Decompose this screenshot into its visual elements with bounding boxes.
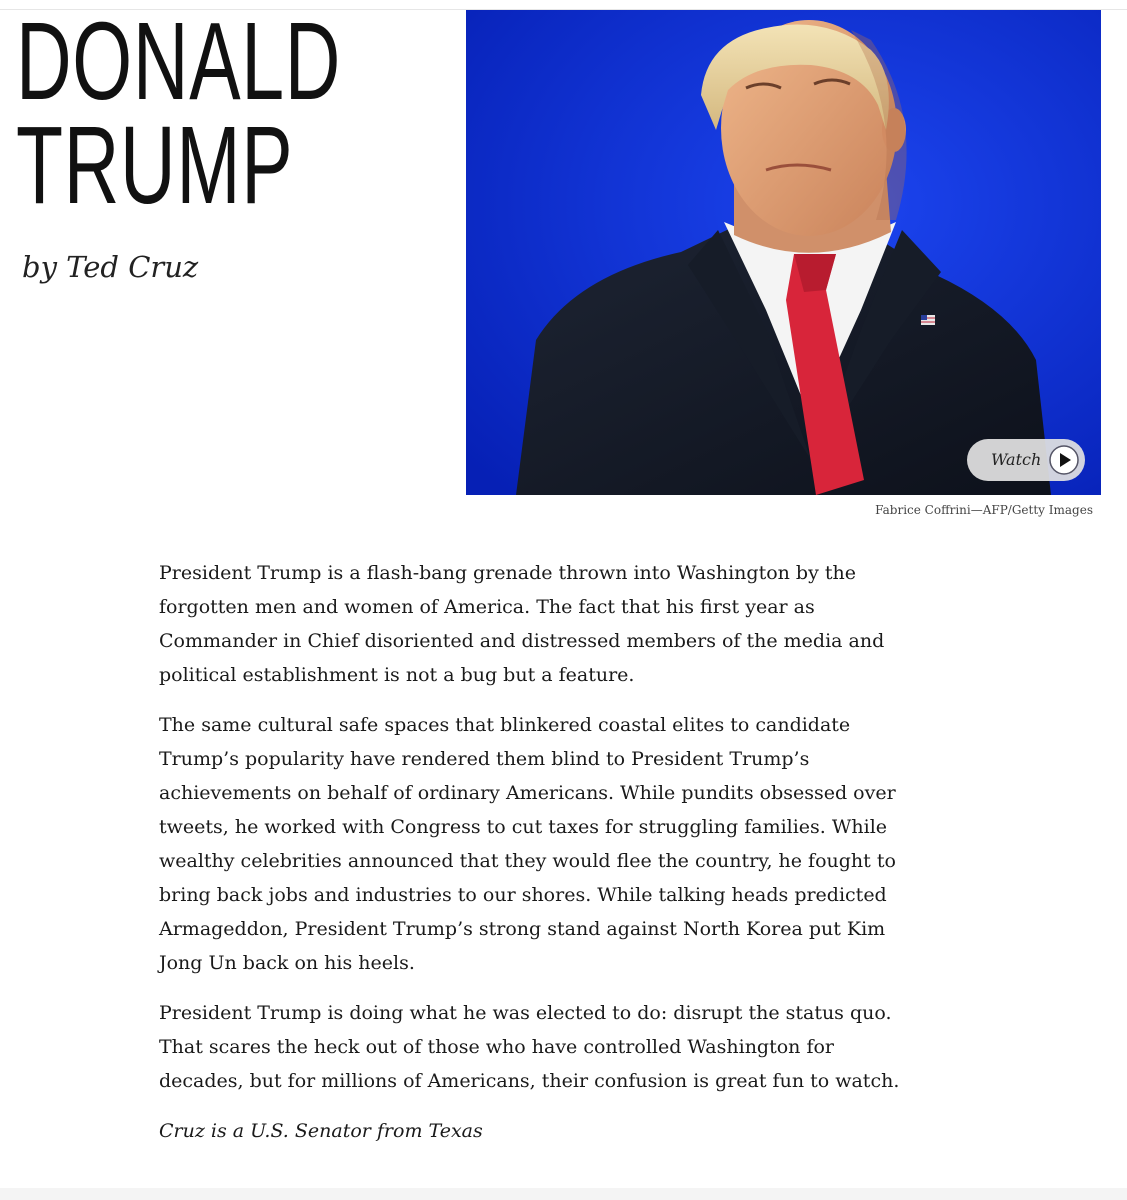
title-line-2: TRUMP <box>16 104 294 227</box>
watch-video-button[interactable] <box>967 439 1085 481</box>
paragraph-3: President Trump is doing what he was elected to do: disrupt the status quo. That scares the heck out of those who have controlled Washington for decades, but for millions of Americans, their confusion is great fun to watch. <box>159 1002 900 1092</box>
bottom-edge <box>0 1188 1127 1200</box>
photo-credit: Fabrice Coffrini—AFP/Getty Images <box>875 503 1093 517</box>
paragraph-2: The same cultural safe spaces that blinkered coastal elites to candidate Trump’s popularity have rendered them blind to President Trump’s achievements on behalf of ordinary Americans. While pundits obsessed over tweets, he worked with Congress to cut taxes for struggling families. While wealthy celebrities announced that they would flee the country, he fought to bring back jobs and industries to our shores. While talking heads predicted Armageddon, President Trump’s strong stand against North Korea put Kim Jong Un back on his heels. <box>159 714 896 974</box>
page-title <box>16 0 342 227</box>
article-body <box>159 556 919 1164</box>
watch-label: Watch <box>991 450 1042 469</box>
title-line-1: DONALD <box>16 0 342 123</box>
author-tagline: Cruz is a U.S. Senator from Texas <box>159 1120 483 1142</box>
play-circle-icon <box>1048 444 1080 476</box>
hero-media[interactable] <box>466 10 1101 495</box>
portrait-photo <box>466 10 1101 495</box>
paragraph-1: President Trump is a flash-bang grenade thrown into Washington by the forgotten men and women of America. The fact that his first year as Commander in Chief disoriented and distressed members of the media and political establishment is not a bug but a feature. <box>159 562 885 686</box>
byline: by Ted Cruz <box>22 250 199 284</box>
